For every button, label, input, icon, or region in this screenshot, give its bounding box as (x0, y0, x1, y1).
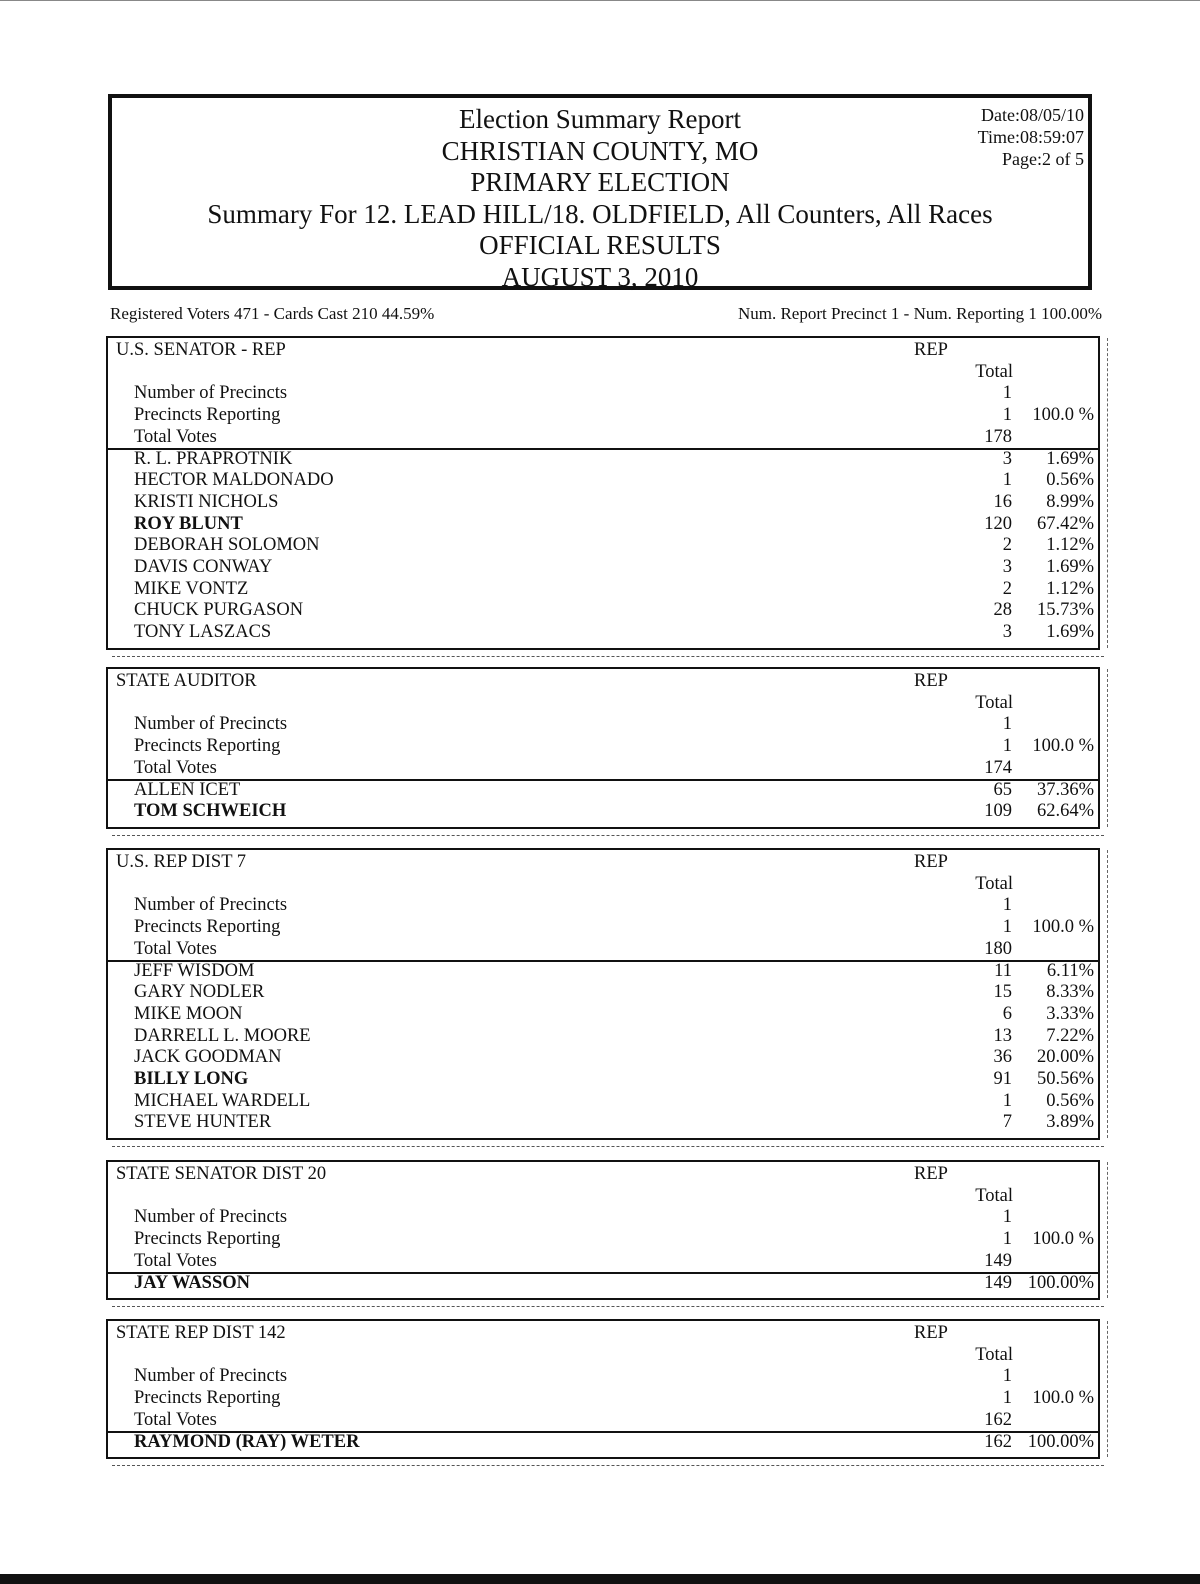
candidate-votes: 162 (984, 1431, 1012, 1452)
candidate-name: CHUCK PURGASON (134, 600, 304, 621)
race-row (108, 894, 1098, 916)
candidate-name: KRISTI NICHOLS (134, 491, 279, 512)
scan-edge-bottom (0, 1574, 1200, 1584)
race-separator (112, 1146, 1104, 1147)
race-row (108, 692, 1098, 714)
candidate-percent: 37.36% (1036, 779, 1094, 800)
race-title: STATE REP DIST 142 (116, 1323, 286, 1343)
race-row (108, 1409, 1098, 1431)
candidate-votes: 13 (993, 1025, 1012, 1046)
precincts-reporting-value: 1 (1002, 736, 1012, 757)
race-row (108, 735, 1098, 757)
total-column-header: Total (975, 873, 1013, 894)
number-of-precincts-value: 1 (1002, 383, 1012, 404)
header-title-block (112, 104, 1088, 293)
precincts-reporting-label: Precincts Reporting (134, 736, 281, 757)
header-meta (978, 104, 1084, 170)
candidate-votes: 28 (993, 600, 1012, 621)
candidate-percent: 1.12% (1046, 535, 1094, 556)
race-block (106, 667, 1100, 829)
candidate-votes: 36 (993, 1047, 1012, 1068)
candidate-row (108, 1431, 1098, 1453)
candidate-row (108, 513, 1098, 535)
candidate-percent: 1.69% (1046, 448, 1094, 469)
race-block (106, 848, 1100, 1140)
race-title-row (108, 339, 1098, 361)
total-votes-label: Total Votes (134, 1409, 217, 1430)
candidate-row (108, 1111, 1098, 1133)
candidate-name: RAYMOND (RAY) WETER (134, 1431, 360, 1452)
number-of-precincts-value: 1 (1002, 1207, 1012, 1228)
candidate-row (108, 1090, 1098, 1112)
candidate-percent: 8.99% (1046, 491, 1094, 512)
race-title-row (108, 851, 1098, 873)
precincts-reporting-label: Precincts Reporting (134, 1229, 281, 1250)
scan-artifact (1105, 669, 1108, 827)
race-row (108, 1228, 1098, 1250)
party-label: REP (914, 340, 948, 360)
candidate-percent: 3.33% (1046, 1003, 1094, 1024)
precincts-reporting-pct: 100.0 % (1032, 917, 1094, 938)
race-row (108, 1387, 1098, 1409)
candidate-percent: 6.11% (1046, 960, 1094, 981)
precincts-reporting-pct: 100.0 % (1032, 1229, 1094, 1250)
race-row (108, 873, 1098, 895)
number-of-precincts-label: Number of Precincts (134, 1207, 288, 1228)
race-row (108, 426, 1098, 448)
total-column-header: Total (975, 361, 1013, 382)
scan-artifact (1105, 850, 1108, 1138)
candidate-percent: 3.89% (1046, 1112, 1094, 1133)
race-title: STATE AUDITOR (116, 671, 257, 691)
candidate-votes: 6 (1002, 1003, 1012, 1024)
number-of-precincts-value: 1 (1002, 895, 1012, 916)
precincts-reporting-value: 1 (1002, 917, 1012, 938)
precincts-reporting-pct: 100.0 % (1032, 405, 1094, 426)
candidate-percent: 0.56% (1046, 1090, 1094, 1111)
registered-voters: Registered Voters 471 - Cards Cast 210 44.59% (110, 304, 435, 323)
candidate-row (108, 448, 1098, 470)
race-block (106, 336, 1100, 650)
race-title: U.S. REP DIST 7 (116, 852, 247, 872)
precincts-reporting-pct: 100.0 % (1032, 1388, 1094, 1409)
report-header (108, 94, 1092, 290)
number-of-precincts-value: 1 (1002, 714, 1012, 735)
race-title-row (108, 1322, 1098, 1344)
candidate-votes: 2 (1002, 535, 1012, 556)
candidate-percent: 1.69% (1046, 557, 1094, 577)
candidate-votes: 120 (984, 513, 1012, 534)
scan-artifact (1105, 1321, 1108, 1457)
race-row (108, 1344, 1098, 1366)
candidate-name: JACK GOODMAN (134, 1047, 282, 1068)
candidate-name: ALLEN ICET (134, 779, 241, 800)
candidate-row (108, 1003, 1098, 1025)
candidate-name: MIKE VONTZ (134, 578, 249, 599)
candidate-percent: 8.33% (1046, 982, 1094, 1003)
candidate-votes: 149 (984, 1272, 1012, 1293)
report-date: Date:08/05/10 (981, 105, 1084, 125)
candidate-name: MIKE MOON (134, 1003, 243, 1024)
candidate-votes: 1 (1002, 470, 1012, 491)
race-row (108, 382, 1098, 404)
party-label: REP (914, 1323, 948, 1343)
candidate-name: HECTOR MALDONADO (134, 470, 334, 491)
candidate-row (108, 491, 1098, 513)
report-time: Time:08:59:07 (977, 127, 1084, 147)
candidate-name: DAVIS CONWAY (134, 557, 273, 577)
precincts-reporting-value: 1 (1002, 405, 1012, 426)
candidate-row (108, 981, 1098, 1003)
race-row (108, 1250, 1098, 1272)
candidate-row (108, 621, 1098, 643)
candidate-name: TONY LASZACS (134, 622, 272, 643)
race-separator (112, 1465, 1104, 1466)
candidate-row (108, 469, 1098, 491)
total-votes-label: Total Votes (134, 1250, 217, 1271)
party-label: REP (914, 852, 948, 872)
candidate-row (108, 1046, 1098, 1068)
party-label: REP (914, 671, 948, 691)
candidate-row (108, 1068, 1098, 1090)
precincts-reporting-value: 1 (1002, 1388, 1012, 1409)
party-label: REP (914, 1164, 948, 1184)
header-line-date: AUGUST 3, 2010 (501, 261, 699, 292)
race-separator (112, 835, 1104, 836)
race-row (108, 713, 1098, 735)
candidate-row (108, 1025, 1098, 1047)
candidate-percent: 62.64% (1036, 801, 1094, 822)
candidate-votes: 65 (993, 779, 1012, 800)
candidate-percent: 15.73% (1036, 600, 1094, 621)
header-line-summary: Summary For 12. LEAD HILL/18. OLDFIELD, All Counters, All Races (207, 198, 993, 229)
candidate-votes: 1 (1002, 1090, 1012, 1111)
candidate-votes: 91 (993, 1069, 1012, 1089)
race-title-row (108, 1163, 1098, 1185)
candidate-name: GARY NODLER (134, 982, 265, 1003)
race-row (108, 1206, 1098, 1228)
candidate-votes: 2 (1002, 578, 1012, 599)
precinct-reporting: Num. Report Precinct 1 - Num. Reporting 1 100.00% (737, 304, 1102, 323)
header-line-county: CHRISTIAN COUNTY, MO (441, 135, 759, 166)
race-row (108, 916, 1098, 938)
candidate-votes: 3 (1002, 622, 1012, 643)
total-votes-label: Total Votes (134, 938, 217, 959)
candidate-name: JAY WASSON (134, 1272, 251, 1293)
candidate-percent: 67.42% (1036, 513, 1094, 534)
candidate-percent: 0.56% (1046, 470, 1094, 491)
candidate-row (108, 779, 1098, 801)
race-block (106, 1319, 1100, 1459)
voter-summary (110, 304, 1102, 326)
candidate-votes: 3 (1002, 557, 1012, 577)
candidate-percent: 7.22% (1046, 1025, 1094, 1046)
candidate-votes: 3 (1002, 448, 1012, 469)
candidate-row (108, 556, 1098, 578)
total-column-header: Total (975, 692, 1013, 713)
candidate-percent: 1.12% (1046, 578, 1094, 599)
candidate-row (108, 578, 1098, 600)
scan-artifact (1105, 338, 1108, 648)
race-separator (112, 656, 1104, 657)
race-row (108, 1185, 1098, 1207)
candidate-row (108, 599, 1098, 621)
race-row (108, 938, 1098, 960)
candidate-name: DEBORAH SOLOMON (134, 535, 320, 556)
race-title: U.S. SENATOR - REP (116, 340, 286, 360)
race-row (108, 757, 1098, 779)
total-votes-value: 149 (984, 1250, 1012, 1271)
candidate-row (108, 1272, 1098, 1294)
candidate-name: DARRELL L. MOORE (134, 1025, 311, 1046)
header-line-report: Election Summary Report (459, 104, 741, 134)
candidate-votes: 15 (993, 982, 1012, 1003)
candidate-row (108, 800, 1098, 822)
candidate-percent: 100.00% (1027, 1431, 1094, 1452)
total-column-header: Total (975, 1185, 1013, 1206)
precincts-reporting-label: Precincts Reporting (134, 1388, 281, 1409)
header-line-official: OFFICIAL RESULTS (479, 230, 721, 260)
total-votes-label: Total Votes (134, 757, 217, 778)
candidate-name: MICHAEL WARDELL (134, 1090, 311, 1111)
report-page: Page:2 of 5 (1002, 149, 1084, 169)
race-row (108, 1365, 1098, 1387)
precincts-reporting-pct: 100.0 % (1032, 736, 1094, 757)
candidate-name: JEFF WISDOM (134, 960, 255, 981)
total-column-header: Total (975, 1344, 1013, 1365)
candidate-percent: 50.56% (1036, 1069, 1094, 1089)
scan-edge-top (0, 0, 1200, 4)
total-votes-value: 174 (984, 757, 1012, 778)
race-separator (112, 1306, 1104, 1307)
total-votes-label: Total Votes (134, 426, 217, 447)
candidate-name: BILLY LONG (134, 1069, 249, 1089)
candidate-votes: 7 (1002, 1112, 1012, 1133)
candidate-votes: 11 (994, 960, 1012, 981)
candidate-row (108, 534, 1098, 556)
number-of-precincts-label: Number of Precincts (134, 383, 288, 404)
total-votes-value: 180 (984, 938, 1012, 959)
precincts-reporting-label: Precincts Reporting (134, 405, 281, 426)
number-of-precincts-label: Number of Precincts (134, 895, 288, 916)
precincts-reporting-label: Precincts Reporting (134, 917, 281, 938)
candidate-name: ROY BLUNT (134, 513, 243, 534)
race-row (108, 361, 1098, 383)
candidate-name: R. L. PRAPROTNIK (134, 448, 293, 469)
candidate-percent: 1.69% (1046, 622, 1094, 643)
scan-artifact (1105, 1162, 1108, 1298)
precincts-reporting-value: 1 (1002, 1229, 1012, 1250)
race-title-row (108, 670, 1098, 692)
total-votes-value: 162 (984, 1409, 1012, 1430)
candidate-percent: 100.00% (1027, 1272, 1094, 1293)
candidate-row (108, 960, 1098, 982)
header-line-election: PRIMARY ELECTION (470, 167, 730, 197)
candidate-name: TOM SCHWEICH (134, 801, 287, 822)
candidate-percent: 20.00% (1036, 1047, 1094, 1068)
number-of-precincts-label: Number of Precincts (134, 1366, 288, 1387)
race-title: STATE SENATOR DIST 20 (116, 1164, 327, 1184)
candidate-votes: 16 (993, 491, 1012, 512)
candidate-votes: 109 (984, 801, 1012, 822)
candidate-name: STEVE HUNTER (134, 1112, 272, 1133)
total-votes-value: 178 (984, 426, 1012, 447)
race-row (108, 404, 1098, 426)
race-block (106, 1160, 1100, 1300)
number-of-precincts-value: 1 (1002, 1366, 1012, 1387)
number-of-precincts-label: Number of Precincts (134, 714, 288, 735)
